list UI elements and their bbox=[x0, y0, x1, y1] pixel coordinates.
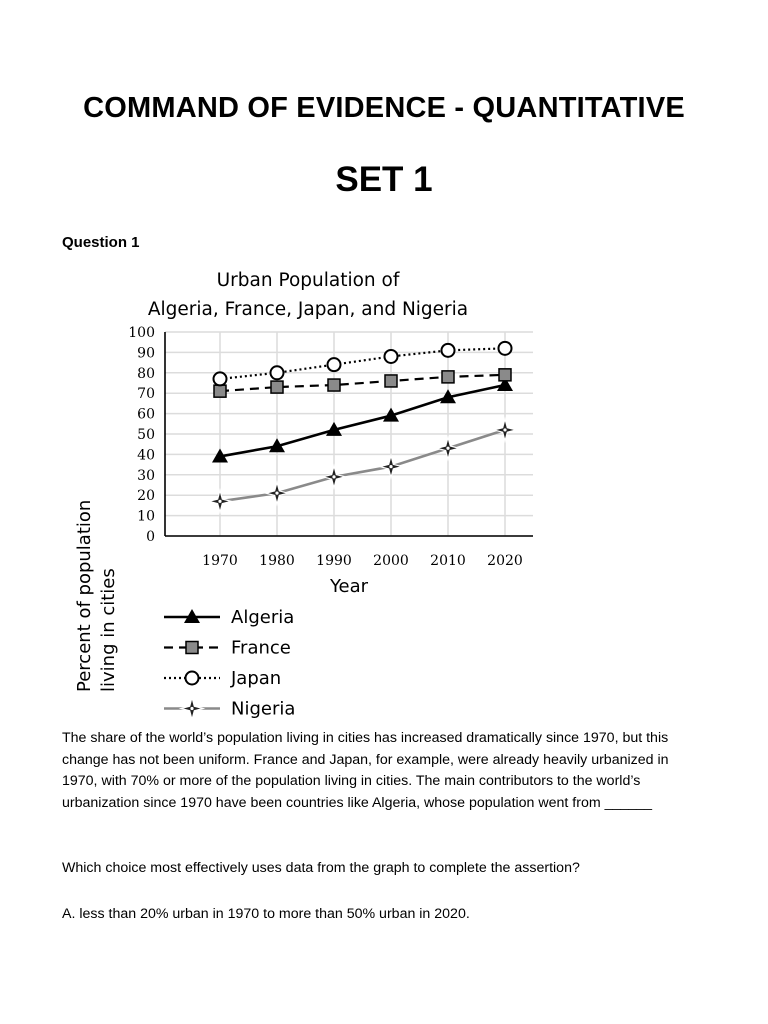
square-marker bbox=[499, 369, 511, 381]
series-line-nigeria bbox=[220, 430, 505, 501]
y-axis-title-line2: living in cities bbox=[98, 568, 119, 692]
series-line-france bbox=[220, 375, 505, 391]
x-tick-label: 1980 bbox=[259, 553, 295, 569]
x-tick-label: 1970 bbox=[202, 553, 238, 569]
series-markers bbox=[209, 342, 516, 512]
y-tick-labels bbox=[128, 325, 155, 545]
y-axis-title-line1: Percent of population bbox=[74, 499, 95, 692]
chart-legend bbox=[164, 607, 295, 720]
star-marker-center bbox=[503, 428, 506, 431]
series-lines bbox=[220, 348, 505, 501]
y-tick-label: 90 bbox=[137, 345, 155, 362]
circle-marker bbox=[442, 344, 455, 357]
y-tick-label: 70 bbox=[137, 386, 155, 403]
x-tick-label: 1990 bbox=[316, 553, 352, 569]
chart-title-line1: Urban Population of bbox=[216, 270, 400, 291]
y-tick-label: 80 bbox=[137, 365, 155, 382]
circle-marker bbox=[328, 358, 341, 371]
star-marker-center bbox=[389, 465, 392, 468]
y-tick-label: 0 bbox=[146, 529, 155, 545]
x-tick-label: 2000 bbox=[373, 553, 409, 569]
y-tick-label: 60 bbox=[137, 406, 155, 423]
square-marker bbox=[186, 642, 198, 654]
chart-title-line2: Algeria, France, Japan, and Nigeria bbox=[147, 299, 469, 320]
y-tick-label: 20 bbox=[137, 488, 155, 505]
square-marker bbox=[271, 381, 283, 393]
x-axis-title: Year bbox=[329, 576, 369, 597]
question-label: Question 1 bbox=[62, 234, 140, 251]
y-tick-label: 40 bbox=[137, 447, 155, 464]
y-tick-label: 50 bbox=[137, 427, 155, 443]
y-tick-label: 10 bbox=[137, 508, 155, 525]
circle-marker bbox=[186, 672, 199, 685]
star-marker-center bbox=[190, 707, 193, 710]
square-marker bbox=[442, 371, 454, 383]
x-tick-labels bbox=[202, 553, 523, 569]
series-line-algeria bbox=[220, 385, 505, 456]
square-marker bbox=[214, 385, 226, 397]
square-marker bbox=[328, 379, 340, 391]
answer-choice-a: A. less than 20% urban in 1970 to more than 50% urban in 2020. bbox=[62, 906, 470, 922]
question-passage: The share of the world’s population living in cities has increased dramatically since 1970, but this change has not been uniform. France and Japan, for example, were already heavily urbanized in 1970, with 70% or more of the population living in cities. The main contributors to the world’s urbanization since 1970 have been countries like Algeria, whose population went from ______ bbox=[62, 730, 669, 811]
star-marker-center bbox=[218, 500, 221, 503]
circle-marker bbox=[214, 372, 227, 385]
star-marker-center bbox=[275, 492, 278, 495]
set-heading: SET 1 bbox=[335, 160, 433, 199]
legend-label-france: France bbox=[231, 637, 291, 659]
y-axis-title bbox=[74, 500, 119, 692]
legend-label-japan: Japan bbox=[231, 668, 282, 689]
urban-population-chart bbox=[60, 262, 540, 727]
circle-marker bbox=[385, 350, 398, 363]
legend-label-algeria: Algeria bbox=[231, 607, 295, 628]
legend-label-nigeria: Nigeria bbox=[231, 698, 296, 720]
star-marker-center bbox=[446, 447, 449, 450]
star-marker-center bbox=[332, 475, 335, 478]
circle-marker bbox=[271, 366, 284, 379]
y-tick-label: 100 bbox=[128, 325, 155, 341]
square-marker bbox=[385, 375, 397, 387]
x-tick-label: 2020 bbox=[487, 553, 523, 569]
circle-marker bbox=[499, 342, 512, 355]
y-tick-label: 30 bbox=[137, 467, 155, 484]
page-title: COMMAND OF EVIDENCE - QUANTITATIVE bbox=[83, 92, 685, 124]
x-tick-label: 2010 bbox=[430, 553, 466, 569]
question-prompt: Which choice most effectively uses data from the graph to complete the assertion? bbox=[62, 860, 580, 876]
